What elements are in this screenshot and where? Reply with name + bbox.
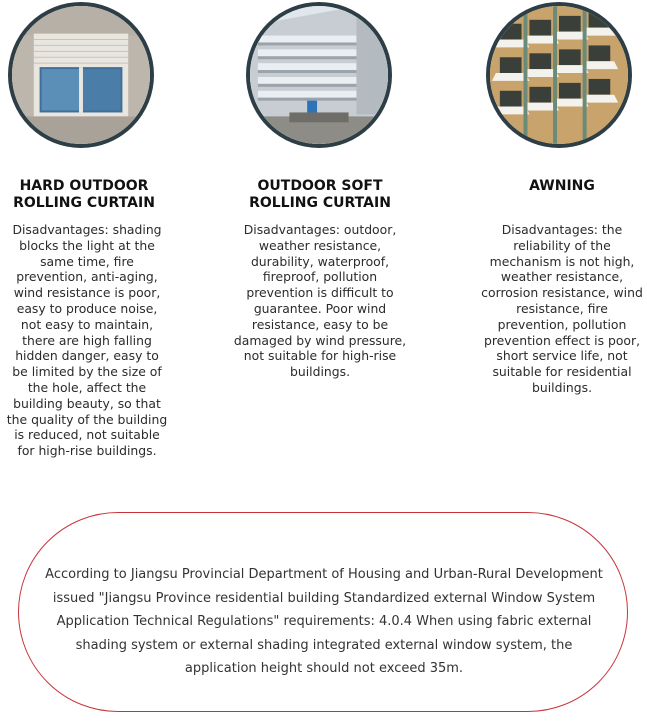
description-line: short service life, not	[496, 348, 628, 364]
note-line: application height should not exceed 35m.	[184, 661, 464, 676]
description-line: Disadvantages: shading	[12, 222, 162, 237]
soft-rolling-curtain-title	[232, 178, 408, 212]
description-line: hidden danger, easy to	[15, 348, 159, 364]
description-line: for high-rise buildings.	[17, 443, 157, 459]
description-line: prevention effect is poor,	[483, 332, 641, 348]
hard-rolling-curtain-photo	[8, 2, 154, 148]
description-line: same time, fire	[40, 253, 134, 269]
title-line: ROLLING CURTAIN	[249, 195, 391, 211]
description-line: buildings.	[289, 364, 351, 380]
description-line: guarantee. Poor wind	[253, 300, 387, 316]
description-line: weather resistance,	[258, 237, 382, 253]
description-line: building beauty, so that	[13, 395, 161, 411]
description-line: suitable for residential	[492, 364, 632, 380]
office-building-facade-image	[250, 6, 388, 144]
description-line: blocks the light at the	[19, 237, 155, 253]
title-line: AWNING	[529, 178, 595, 194]
building-with-awnings-image	[490, 6, 628, 144]
description-line: Disadvantages: outdoor,	[243, 222, 397, 237]
description-line: not suitable for high-rise	[243, 348, 397, 364]
description-line: prevention is difficult to	[246, 285, 394, 301]
note-line: shading system or external shading integrated external window system, the	[75, 637, 573, 653]
awning-description	[470, 222, 647, 396]
description-line: there are high falling	[22, 332, 152, 348]
note-line: Application Technical Regulations" requirements: 4.0.4 When using fabric external	[56, 614, 592, 629]
description-line: prevention, pollution	[497, 316, 627, 332]
note-line: issued "Jiangsu Province residential building Standardized external Window System	[52, 590, 596, 606]
title-line: ROLLING CURTAIN	[13, 195, 155, 211]
description-line: be limited by the size of	[12, 364, 162, 380]
description-line: reliability of the	[513, 237, 611, 253]
regulation-note-text	[30, 563, 618, 681]
description-line: corrosion resistance, wind	[481, 285, 643, 301]
description-line: the hole, affect the	[27, 379, 147, 395]
soft-rolling-curtain-photo	[246, 2, 392, 148]
window-with-roller-shutter-image	[12, 6, 150, 144]
description-line: fireproof, pollution	[262, 269, 378, 285]
description-line: is reduced, not suitable	[14, 427, 160, 443]
description-line: easy to produce noise,	[16, 300, 158, 316]
description-line: wind resistance is poor,	[13, 285, 161, 301]
awning-photo	[486, 2, 632, 148]
description-line: buildings.	[531, 379, 593, 395]
description-line: not easy to maintain,	[20, 316, 154, 332]
description-line: the quality of the building	[6, 411, 168, 427]
description-line: weather resistance,	[500, 269, 624, 285]
description-line: resistance, fire	[516, 300, 608, 316]
description-line: Disadvantages: the	[501, 222, 623, 237]
title-line: HARD OUTDOOR	[19, 178, 149, 194]
description-line: durability, waterproof,	[250, 253, 390, 269]
title-line: OUTDOOR SOFT	[257, 178, 383, 194]
description-line: prevention, anti-aging,	[16, 269, 158, 285]
hard-rolling-curtain-description	[2, 222, 172, 459]
soft-rolling-curtain-description	[222, 222, 418, 380]
hard-rolling-curtain-title	[4, 178, 164, 212]
description-line: resistance, easy to be	[251, 316, 389, 332]
description-line: damaged by wind pressure,	[233, 332, 407, 348]
description-line: mechanism is not high,	[489, 253, 635, 269]
awning-title	[482, 178, 642, 195]
note-line: According to Jiangsu Provincial Department of Housing and Urban-Rural Development	[45, 567, 603, 582]
